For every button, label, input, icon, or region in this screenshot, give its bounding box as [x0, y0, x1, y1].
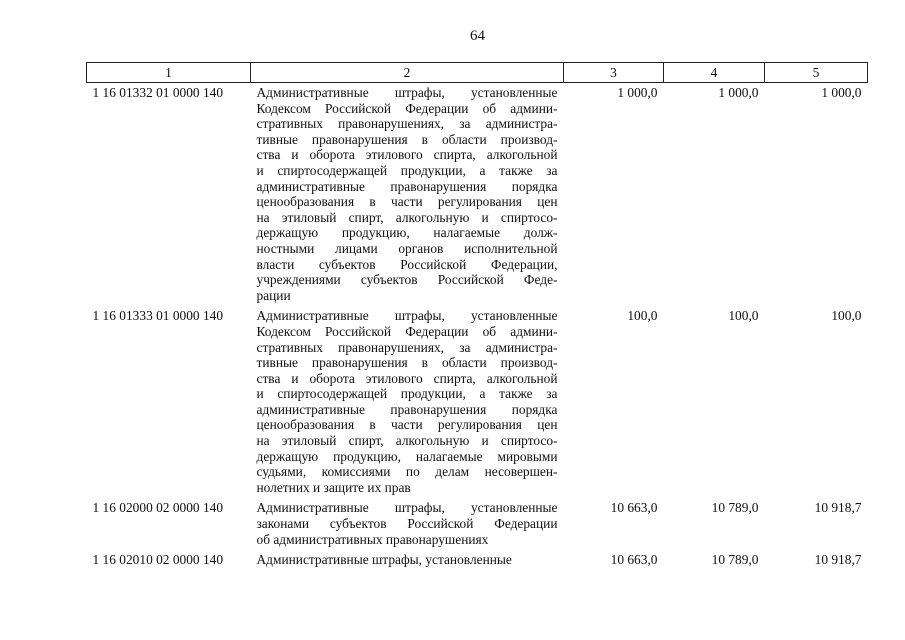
- budget-code-cell: 1 16 02000 02 0000 140: [92, 500, 224, 516]
- budget-code-cell: 1 16 02010 02 0000 140: [92, 552, 224, 568]
- description-line: Административные штрафы, установленные: [256, 308, 558, 324]
- description-line: стративных правонарушениях, за администра-: [256, 339, 558, 355]
- description-line: ства и оборота этилового спирта, алкогольной: [256, 370, 558, 386]
- table-row: [87, 83, 868, 304]
- description-line: судьями, комиссиями по делам несовершен-: [256, 464, 558, 480]
- column-header-1: 1: [87, 63, 251, 83]
- description-cell: [251, 495, 564, 547]
- description-line: административные правонарушения порядка: [256, 401, 558, 417]
- column-header-2: 2: [251, 63, 564, 83]
- description-line: Административные штрафы, установленные: [256, 85, 558, 100]
- amount-cell-col4: 10 789,0: [711, 500, 759, 516]
- amount-cell-col5: 10 918,7: [814, 500, 862, 516]
- budget-table: [86, 62, 868, 568]
- amount-cell-col3: 10 663,0: [610, 500, 658, 516]
- column-header-3: 3: [564, 63, 664, 83]
- description-line: законами субъектов Российской Федерации: [256, 516, 558, 532]
- amount-cell-col3: 10 663,0: [610, 552, 658, 568]
- budget-code-cell: 1 16 01332 01 0000 140: [92, 85, 224, 100]
- description-cell: [251, 303, 564, 495]
- description-line: держащую продукцию, налагаемые долж-: [256, 225, 558, 241]
- description-line: тивные правонарушения в области производ-: [256, 355, 558, 371]
- description-cell: [251, 83, 564, 304]
- description-line: учреждениями субъектов Российской Феде-: [256, 272, 558, 288]
- description-line: административные правонарушения порядка: [256, 178, 558, 194]
- description-line: Кодексом Российской Федерации об админи-: [256, 100, 558, 116]
- amount-cell-col4: 1 000,0: [718, 85, 759, 100]
- description-line: на этиловый спирт, алкогольную и спиртосо-: [256, 209, 558, 225]
- description-line: тивные правонарушения в области производ-: [256, 131, 558, 147]
- description-line: держащую продукцию, налагаемые мировыми: [256, 448, 558, 464]
- description-line: Административные штрафы, установленные: [256, 552, 512, 568]
- amount-cell-col3: 100,0: [627, 308, 658, 324]
- description-line: нолетних и защите их прав: [256, 479, 411, 495]
- amount-cell-col4: 10 789,0: [711, 552, 759, 568]
- table-row: [87, 547, 868, 568]
- table-header-row: [87, 63, 868, 83]
- description-line: Кодексом Российской Федерации об админи-: [256, 323, 558, 339]
- amount-cell-col5: 1 000,0: [821, 85, 862, 100]
- page-number: 64: [470, 28, 485, 44]
- description-line: и спиртосодержащей продукции, а также за: [256, 386, 558, 402]
- amount-cell-col3: 1 000,0: [617, 85, 658, 100]
- description-line: ценообразования в части регулирования цен: [256, 417, 558, 433]
- description-line: ностными лицами органов исполнительной: [256, 240, 558, 256]
- amount-cell-col4: 100,0: [728, 308, 759, 324]
- description-line: власти субъектов Российской Федерации,: [256, 256, 558, 272]
- table-row: [87, 495, 868, 547]
- description-line: на этиловый спирт, алкогольную и спиртосо-: [256, 433, 558, 449]
- amount-cell-col5: 100,0: [831, 308, 862, 324]
- table-body: [87, 83, 868, 568]
- description-line: об административных правонарушениях: [256, 531, 489, 547]
- description-line: стративных правонарушениях, за администра-: [256, 116, 558, 132]
- description-line: ства и оборота этилового спирта, алкогольной: [256, 147, 558, 163]
- column-header-4: 4: [664, 63, 765, 83]
- description-line: рации: [256, 287, 291, 303]
- column-header-5: 5: [765, 63, 868, 83]
- description-line: Административные штрафы, установленные: [256, 500, 558, 516]
- description-cell: [251, 547, 564, 568]
- budget-code-cell: 1 16 01333 01 0000 140: [92, 308, 224, 324]
- amount-cell-col5: 10 918,7: [814, 552, 862, 568]
- description-line: и спиртосодержащей продукции, а также за: [256, 162, 558, 178]
- table-row: [87, 303, 868, 495]
- description-line: ценообразования в части регулирования цен: [256, 194, 558, 210]
